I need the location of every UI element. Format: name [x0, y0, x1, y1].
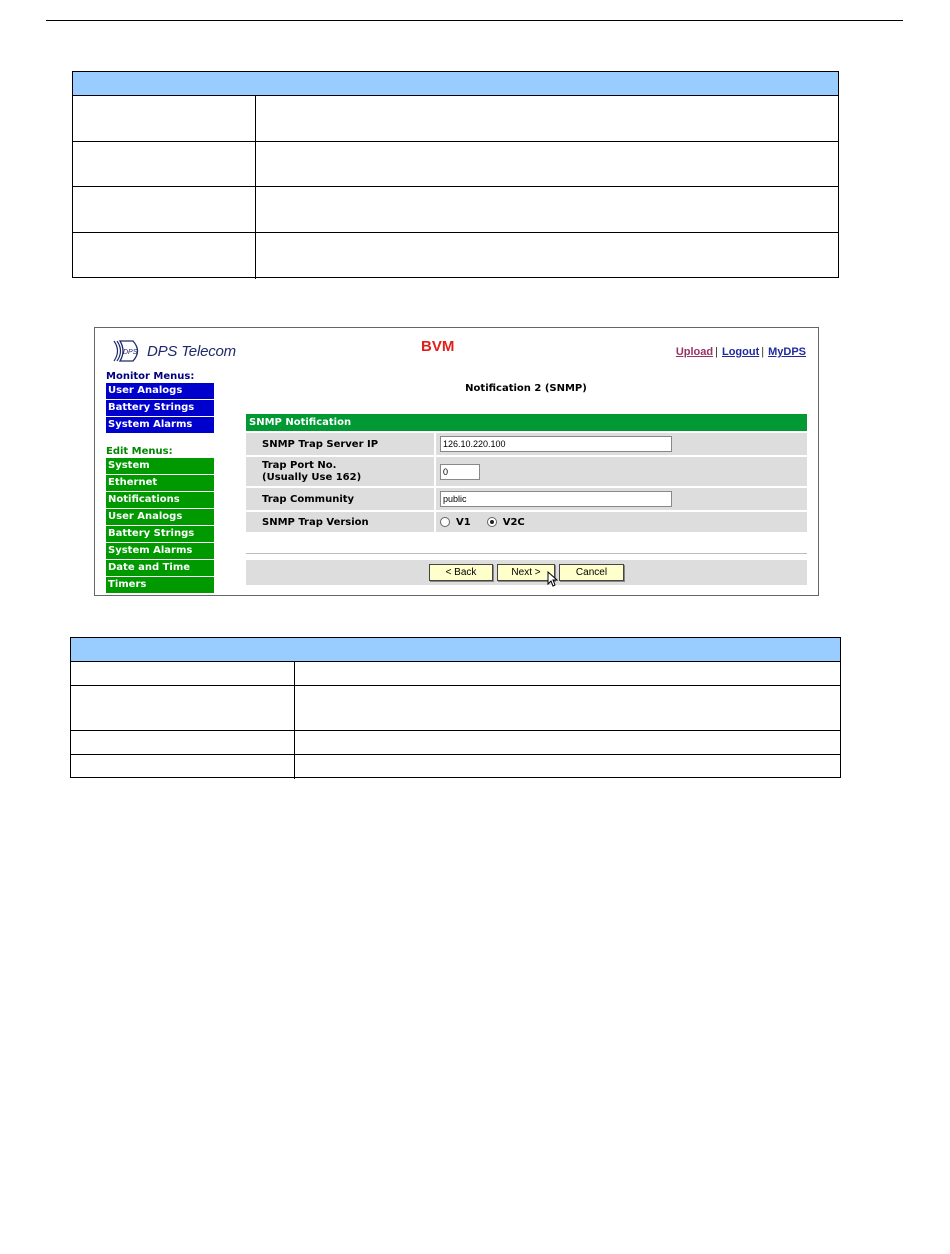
top-links — [676, 346, 806, 358]
bvm-snmp-screenshot — [94, 327, 819, 596]
header-rule — [46, 20, 903, 21]
trap-community-label: Trap Community — [260, 488, 436, 510]
v2c-radio-label: V2C — [502, 516, 525, 528]
trap-port-row — [246, 455, 807, 486]
table-row — [73, 96, 838, 142]
table-row — [71, 755, 840, 779]
table-cell — [295, 731, 840, 754]
trap-port-label — [260, 457, 436, 486]
table-cell — [256, 96, 838, 141]
cancel-button[interactable]: Cancel — [559, 564, 624, 581]
trap-server-ip-label: SNMP Trap Server IP — [260, 433, 436, 455]
table-header — [73, 72, 838, 96]
table-cell — [295, 686, 840, 730]
table-cell — [256, 187, 838, 232]
table-row — [71, 731, 840, 755]
dps-logo — [111, 338, 236, 364]
trap-port-input[interactable]: 0 — [440, 464, 480, 480]
v1-radio[interactable] — [440, 517, 450, 527]
edit-menus-title: Edit Menus: — [106, 446, 173, 457]
next-button[interactable]: Next > — [497, 564, 555, 581]
link-separator: | — [715, 346, 718, 358]
trap-community-input[interactable]: public — [440, 491, 672, 507]
table-header — [71, 638, 840, 662]
back-button[interactable]: < Back — [429, 564, 493, 581]
table-row — [71, 662, 840, 686]
brand-name: DPS Telecom — [147, 342, 236, 360]
upload-link[interactable]: Upload — [675, 346, 714, 358]
edit-menu-item-ethernet[interactable]: Ethernet — [106, 475, 214, 491]
trap-server-ip-row — [246, 431, 807, 455]
table-row — [73, 142, 838, 187]
snmp-field-descriptions-table — [70, 637, 841, 778]
edit-menu — [106, 458, 214, 594]
notification-settings-table — [72, 71, 839, 278]
table-cell — [73, 187, 256, 232]
edit-menu-item-system-alarms[interactable]: System Alarms — [106, 543, 214, 559]
form-divider — [246, 553, 807, 554]
table-row — [73, 187, 838, 233]
monitor-menus-title: Monitor Menus: — [106, 371, 195, 382]
table-cell — [71, 686, 295, 730]
trap-server-ip-input[interactable]: 126.10.220.100 — [440, 436, 672, 452]
snmp-notification-form — [246, 414, 807, 532]
page-title: Notification 2 (SNMP) — [465, 383, 587, 394]
table-row — [71, 686, 840, 731]
monitor-menu — [106, 383, 214, 434]
table-cell — [256, 142, 838, 186]
link-separator: | — [761, 346, 765, 358]
edit-menu-item-user-analogs[interactable]: User Analogs — [106, 509, 214, 525]
edit-menu-item-system[interactable]: System — [106, 458, 214, 474]
trap-community-row — [246, 486, 807, 510]
logout-link[interactable]: Logout — [721, 346, 760, 358]
table-cell — [71, 731, 295, 754]
button-bar — [246, 560, 807, 585]
table-cell — [295, 662, 840, 685]
edit-menu-item-timers[interactable]: Timers — [106, 577, 214, 593]
edit-menu-item-battery-strings[interactable]: Battery Strings — [106, 526, 214, 542]
table-cell — [73, 96, 256, 141]
v2c-radio[interactable] — [487, 517, 497, 527]
mydps-link[interactable]: MyDPS — [768, 346, 806, 358]
monitor-menu-item-system-alarms[interactable]: System Alarms — [106, 417, 214, 433]
mouse-cursor-icon — [547, 571, 559, 587]
table-cell — [295, 755, 840, 779]
monitor-menu-item-user-analogs[interactable]: User Analogs — [106, 383, 214, 399]
form-section-title: SNMP Notification — [246, 414, 807, 431]
table-cell — [256, 233, 838, 279]
trap-version-label: SNMP Trap Version — [260, 512, 436, 532]
table-cell — [71, 662, 295, 685]
table-cell — [73, 233, 256, 279]
table-cell — [73, 142, 256, 186]
table-cell — [71, 755, 295, 779]
trap-port-label-line2: (Usually Use 162) — [262, 471, 362, 483]
svg-text:DPS: DPS — [123, 349, 138, 356]
dps-logo-icon — [111, 338, 143, 364]
monitor-menu-item-battery-strings[interactable]: Battery Strings — [106, 400, 214, 416]
table-row — [73, 233, 838, 279]
app-title: BVM — [421, 338, 455, 355]
trap-port-label-line1: Trap Port No. — [262, 459, 337, 471]
edit-menu-item-notifications[interactable]: Notifications — [106, 492, 214, 508]
trap-version-row — [246, 510, 807, 532]
edit-menu-item-date-and-time[interactable]: Date and Time — [106, 560, 214, 576]
v1-radio-label: V1 — [456, 516, 471, 528]
